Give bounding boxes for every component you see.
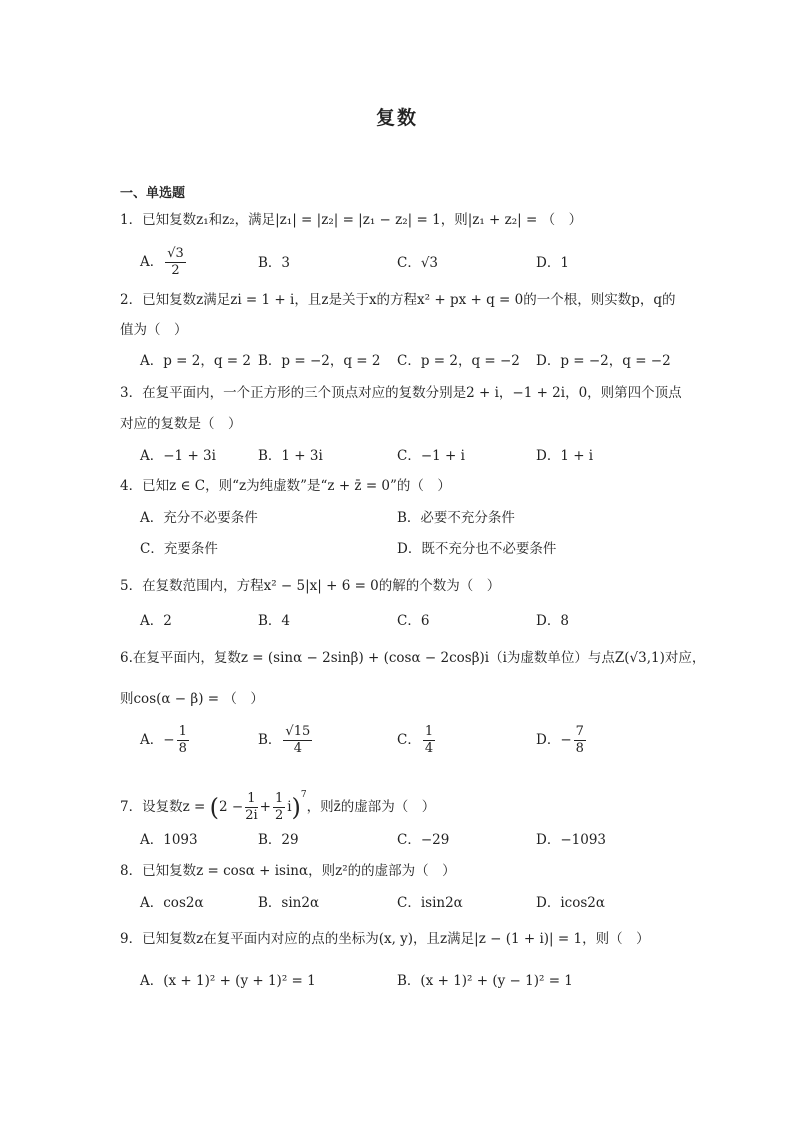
question-8-option-d[interactable]: D．icos2α [536, 895, 605, 911]
section-heading: 一、单选题 [120, 186, 186, 201]
question-6-stem-line-1: 6.在复平面内，复数z = (sinα − 2sinβ) + (cosα − 2cosβ)i（i为虚数单位）与点Z(√3,1)对应， [120, 650, 706, 666]
question-3-option-a[interactable]: A．−1 + 3i [140, 448, 216, 464]
question-6-option-b[interactable]: B． $\frac{√15}{4}$ [258, 724, 311, 756]
fraction: $\frac{√15}{4}$ [285, 724, 311, 756]
question-4-option-c[interactable]: C．充要条件 [140, 541, 218, 557]
question-8-option-b[interactable]: B．sin2α [258, 895, 320, 911]
fraction: $\frac{1}{8}$ [178, 724, 187, 756]
question-2-option-a[interactable]: A．p = 2，q = 2 [140, 353, 251, 369]
question-9-stem: 9．已知复数z在复平面内对应的点的坐标为(x, y)，且z满足|z − (1 + i)| = 1，则（ ） [120, 931, 650, 947]
question-5-option-b[interactable]: B．4 [258, 613, 291, 629]
question-7-stem: 7．设复数z = (2 − $\frac{1}{2i}$ + $\frac{1}{2}$ i)$^7$，则z̄的虚部为（ ） [120, 790, 436, 823]
question-8-option-a[interactable]: A．cos2α [140, 895, 204, 911]
question-5-stem: 5．在复数范围内，方程x² − 5|x| + 6 = 0的解的个数为（ ） [120, 578, 501, 594]
question-2-option-d[interactable]: D．p = −2，q = −2 [536, 353, 671, 369]
question-6-option-a[interactable]: A．− $\frac{1}{8}$ [140, 724, 187, 756]
question-2-option-c[interactable]: C．p = 2，q = −2 [397, 353, 520, 369]
question-6-stem-line-2: 则cos(α − β) = （ ） [120, 691, 264, 707]
question-3-option-d[interactable]: D．1 + i [536, 448, 594, 464]
fraction: $\frac{1}{4}$ [424, 724, 434, 756]
question-5-option-c[interactable]: C．6 [397, 613, 430, 629]
question-4-option-a[interactable]: A．充分不必要条件 [140, 510, 258, 526]
question-5-option-a[interactable]: A．2 [140, 613, 172, 629]
question-4-stem: 4．已知z ∈ C，则“z为纯虚数”是“z + z̄ = 0”的（ ） [120, 478, 451, 494]
question-9-option-b[interactable]: B．(x + 1)² + (y − 1)² = 1 [397, 973, 573, 989]
question-7-option-c[interactable]: C．−29 [397, 832, 450, 848]
question-1-option-c[interactable]: C．√3 [397, 255, 439, 271]
question-8-option-c[interactable]: C．isin2α [397, 895, 463, 911]
question-2-option-b[interactable]: B．p = −2，q = 2 [258, 353, 381, 369]
question-3-stem-line-1: 3．在复平面内，一个正方形的三个顶点对应的复数分别是2 + i，−1 + 2i，0，则第四个顶点 [120, 385, 682, 401]
question-6-option-d[interactable]: D．− $\frac{7}{8}$ [536, 724, 584, 756]
question-3-option-b[interactable]: B．1 + 3i [258, 448, 323, 464]
question-1-option-b[interactable]: B．3 [258, 255, 291, 271]
question-3-option-c[interactable]: C．−1 + i [397, 448, 465, 464]
fraction: $\frac{1}{2i}$ [245, 791, 258, 823]
question-7-option-b[interactable]: B．29 [258, 832, 299, 848]
question-2-stem-line-1: 2．已知复数z满足zi = 1 + i，且z是关于x的方程x² + px + q = 0的一个根，则实数p，q的 [120, 292, 676, 308]
question-4-option-b[interactable]: B．必要不充分条件 [397, 510, 515, 526]
question-1-option-d[interactable]: D．1 [536, 255, 569, 271]
question-9-option-a[interactable]: A．(x + 1)² + (y + 1)² = 1 [140, 973, 316, 989]
question-1-option-a[interactable]: A． $\frac{√3}{2}$ [140, 246, 184, 278]
page-title: 复数 [375, 107, 418, 129]
question-8-stem: 8．已知复数z = cosα + isinα，则z²的的虚部为（ ） [120, 863, 456, 879]
fraction: $\frac{√3}{2}$ [167, 246, 184, 278]
question-5-option-d[interactable]: D．8 [536, 613, 569, 629]
question-3-stem-line-2: 对应的复数是（ ） [120, 416, 242, 432]
question-7-option-d[interactable]: D．−1093 [536, 832, 606, 848]
question-2-stem-line-2: 值为（ ） [120, 322, 188, 338]
question-4-option-d[interactable]: D．既不充分也不必要条件 [397, 541, 557, 557]
question-6-option-c[interactable]: C． $\frac{1}{4}$ [397, 724, 434, 756]
fraction: $\frac{1}{2}$ [274, 791, 284, 823]
question-1-stem: 1．已知复数z₁和z₂，满足|z₁| = |z₂| = |z₁ − z₂| = 1，则|z₁ + z₂| = （ ） [120, 212, 583, 228]
question-7-option-a[interactable]: A．1093 [140, 832, 198, 848]
fraction: $\frac{7}{8}$ [575, 724, 584, 756]
